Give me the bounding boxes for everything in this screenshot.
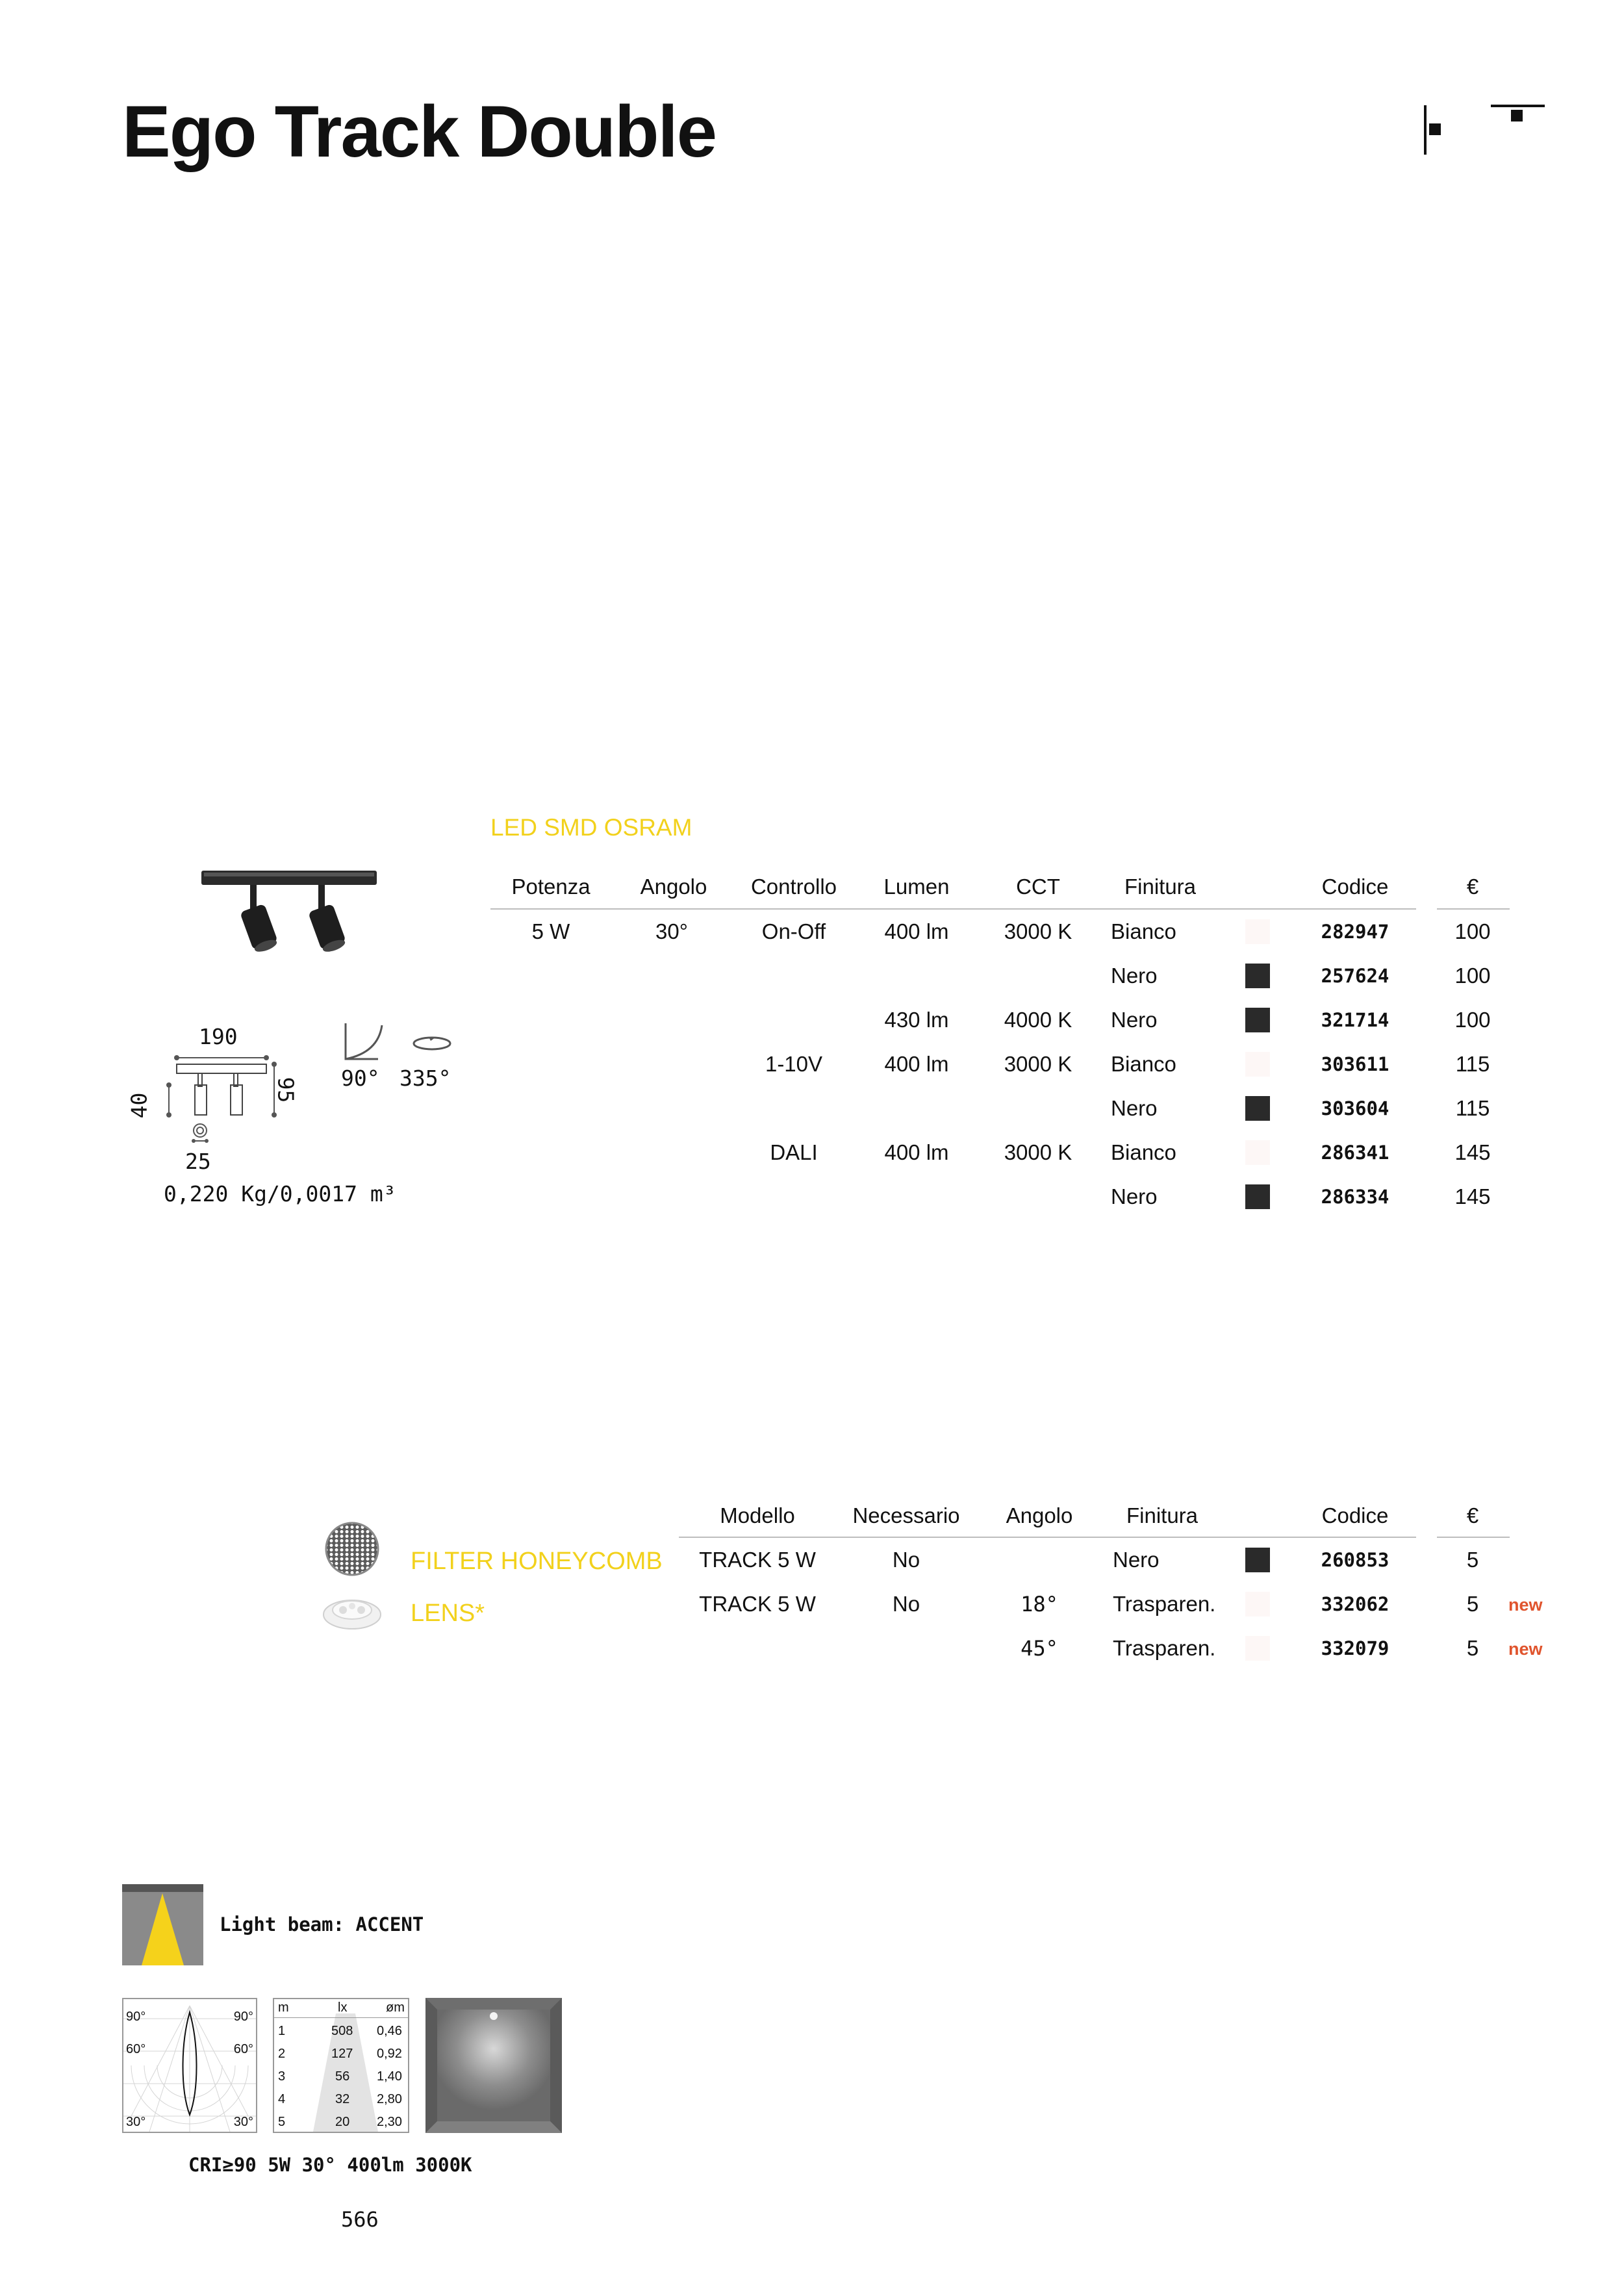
- table-cell: 2: [278, 2047, 286, 2061]
- cell-finitura: Trasparen.: [1113, 1592, 1216, 1616]
- finish-swatch-black: [1245, 1008, 1270, 1032]
- cell-codice: 257624: [1321, 965, 1389, 987]
- col-header-price: €: [1466, 875, 1479, 899]
- polar-label: 30°: [233, 2115, 253, 2129]
- cell-price: 100: [1454, 964, 1491, 988]
- cell-codice: 286341: [1321, 1142, 1389, 1164]
- cell-finitura: Nero: [1111, 1008, 1158, 1032]
- cell-cct: 4000 K: [1004, 1008, 1072, 1032]
- dim-width: 190: [199, 1024, 238, 1049]
- cell-controllo: DALI: [770, 1140, 818, 1164]
- col-header-necessario: Necessario: [852, 1503, 960, 1527]
- cell-finitura: Bianco: [1111, 1052, 1176, 1076]
- table-cell: 0,46: [377, 2024, 402, 2038]
- price-divider: [1437, 1537, 1510, 1538]
- cell-codice: 260853: [1321, 1549, 1389, 1571]
- cell-finitura: Nero: [1111, 964, 1158, 988]
- cell-price: 5: [1466, 1636, 1479, 1660]
- cell-price: 100: [1454, 919, 1491, 943]
- new-badge: new: [1508, 1639, 1543, 1659]
- col-header-price: €: [1466, 1503, 1479, 1527]
- cell-finitura: Bianco: [1111, 919, 1176, 943]
- illuminance-table: [273, 1998, 409, 2133]
- finish-swatch-black: [1245, 1184, 1270, 1209]
- page-title: Ego Track Double: [122, 91, 716, 172]
- cell-angolo: 18°: [1021, 1592, 1058, 1616]
- col-header-angolo: Angolo: [640, 875, 707, 899]
- cell-modello: TRACK 5 W: [699, 1548, 816, 1572]
- col-header-finitura: Finitura: [1126, 1503, 1199, 1527]
- cell-codice: 282947: [1321, 921, 1389, 943]
- cell-cct: 3000 K: [1004, 919, 1072, 943]
- cell-lumen: 400 lm: [884, 919, 949, 943]
- price-divider: [1437, 908, 1510, 910]
- table-header-m: m: [278, 2000, 289, 2015]
- cell-angolo: 45°: [1021, 1636, 1058, 1661]
- table-cell: 1,40: [377, 2069, 402, 2084]
- table-cell: 0,92: [377, 2047, 402, 2061]
- table-cell: 2,30: [377, 2115, 402, 2129]
- table-cell: 1: [278, 2024, 286, 2038]
- polar-label: 90°: [126, 2010, 146, 2024]
- col-header-potenza: Potenza: [511, 875, 590, 899]
- col-header-controllo: Controllo: [750, 875, 837, 899]
- dim-height-left: 40: [126, 1092, 152, 1119]
- cell-price: 5: [1466, 1548, 1479, 1572]
- col-header-finitura: Finitura: [1124, 875, 1197, 899]
- table-divider: [490, 908, 1416, 910]
- cell-modello: TRACK 5 W: [699, 1592, 816, 1616]
- table-cell: 32: [335, 2092, 350, 2106]
- dim-tilt: 90°: [341, 1066, 380, 1091]
- cell-finitura: Nero: [1111, 1184, 1158, 1208]
- finish-swatch-black: [1245, 1548, 1270, 1572]
- dim-diameter: 25: [185, 1149, 211, 1174]
- table-cell: 4: [278, 2092, 286, 2106]
- cell-lumen: 430 lm: [884, 1008, 949, 1032]
- cell-finitura: Trasparen.: [1113, 1636, 1216, 1660]
- cell-necessario: No: [892, 1548, 920, 1572]
- filter-honeycomb-label: FILTER HONEYCOMB: [411, 1548, 663, 1575]
- polar-label: 30°: [126, 2115, 146, 2129]
- table-divider: [679, 1537, 1416, 1538]
- cell-cct: 3000 K: [1004, 1052, 1072, 1076]
- section-heading: LED SMD OSRAM: [490, 814, 692, 841]
- table-cell: 5: [278, 2115, 286, 2129]
- weight-volume: 0,220 Kg/0,0017 m³: [164, 1181, 396, 1207]
- col-header-modello: Modello: [720, 1503, 795, 1527]
- cell-finitura: Nero: [1113, 1548, 1160, 1572]
- col-header-codice: Codice: [1321, 875, 1389, 899]
- dim-rotation: 335°: [400, 1066, 451, 1091]
- cell-potenza: 5 W: [531, 919, 570, 943]
- honeycomb-filter-icon: [324, 1520, 381, 1578]
- finish-swatch-black: [1245, 1096, 1270, 1121]
- table-header-lx: lx: [338, 2000, 348, 2015]
- col-header-codice: Codice: [1321, 1503, 1389, 1527]
- lens-icon: [320, 1585, 385, 1637]
- col-header-angolo: Angolo: [1006, 1503, 1073, 1527]
- table-cell: 508: [331, 2024, 353, 2038]
- cell-finitura: Bianco: [1111, 1140, 1176, 1164]
- polar-label: 60°: [233, 2042, 253, 2056]
- cell-finitura: Nero: [1111, 1096, 1158, 1120]
- table-cell: 127: [331, 2047, 353, 2061]
- finish-swatch-white: [1245, 1636, 1270, 1661]
- cell-cct: 3000 K: [1004, 1140, 1072, 1164]
- cell-controllo: On-Off: [761, 919, 826, 943]
- page-number: 566: [341, 2207, 379, 2232]
- cell-lumen: 400 lm: [884, 1140, 949, 1164]
- cell-codice: 303611: [1321, 1053, 1389, 1075]
- beam-caption: CRI≥90 5W 30° 400lm 3000K: [188, 2154, 472, 2176]
- cell-price: 115: [1455, 1052, 1490, 1076]
- finish-swatch-white: [1245, 1140, 1270, 1165]
- cell-lumen: 400 lm: [884, 1052, 949, 1076]
- table-header-om: øm: [386, 2000, 405, 2015]
- cell-price: 145: [1454, 1140, 1491, 1164]
- dim-height-right: 95: [273, 1077, 299, 1103]
- product-image: [195, 861, 383, 965]
- polar-diagram: [122, 1998, 257, 2133]
- cell-price: 100: [1454, 1008, 1491, 1032]
- cell-price: 5: [1466, 1592, 1479, 1616]
- rotation-icon: [409, 1034, 455, 1054]
- lens-label: LENS*: [411, 1600, 485, 1627]
- table-cell: 56: [335, 2069, 350, 2084]
- table-cell: 2,80: [377, 2092, 402, 2106]
- finish-swatch-black: [1245, 964, 1270, 988]
- polar-label: 90°: [233, 2010, 253, 2024]
- col-header-lumen: Lumen: [883, 875, 950, 899]
- new-badge: new: [1508, 1595, 1543, 1615]
- polar-label: 60°: [126, 2042, 146, 2056]
- cell-controllo: 1-10V: [765, 1052, 823, 1076]
- col-header-cct: CCT: [1016, 875, 1060, 899]
- cell-codice: 286334: [1321, 1186, 1389, 1208]
- cell-codice: 303604: [1321, 1097, 1389, 1119]
- finish-swatch-white: [1245, 1592, 1270, 1616]
- light-beam-icon: [122, 1884, 203, 1965]
- cell-codice: 332079: [1321, 1637, 1389, 1659]
- cell-angolo: 30°: [655, 919, 688, 943]
- cell-codice: 321714: [1321, 1009, 1389, 1031]
- table-divider: [274, 2017, 408, 2018]
- cell-price: 145: [1454, 1184, 1491, 1208]
- light-beam-label: Light beam: ACCENT: [220, 1913, 424, 1935]
- cell-necessario: No: [892, 1592, 920, 1616]
- ceiling-mount-icon: [1488, 101, 1546, 127]
- table-cell: 20: [335, 2115, 350, 2129]
- wall-mount-icon: [1423, 104, 1449, 156]
- cell-price: 115: [1455, 1096, 1490, 1120]
- beam-photo: [425, 1998, 562, 2133]
- finish-swatch-white: [1245, 919, 1270, 944]
- cell-codice: 332062: [1321, 1593, 1389, 1615]
- table-cell: 3: [278, 2069, 286, 2084]
- finish-swatch-white: [1245, 1052, 1270, 1077]
